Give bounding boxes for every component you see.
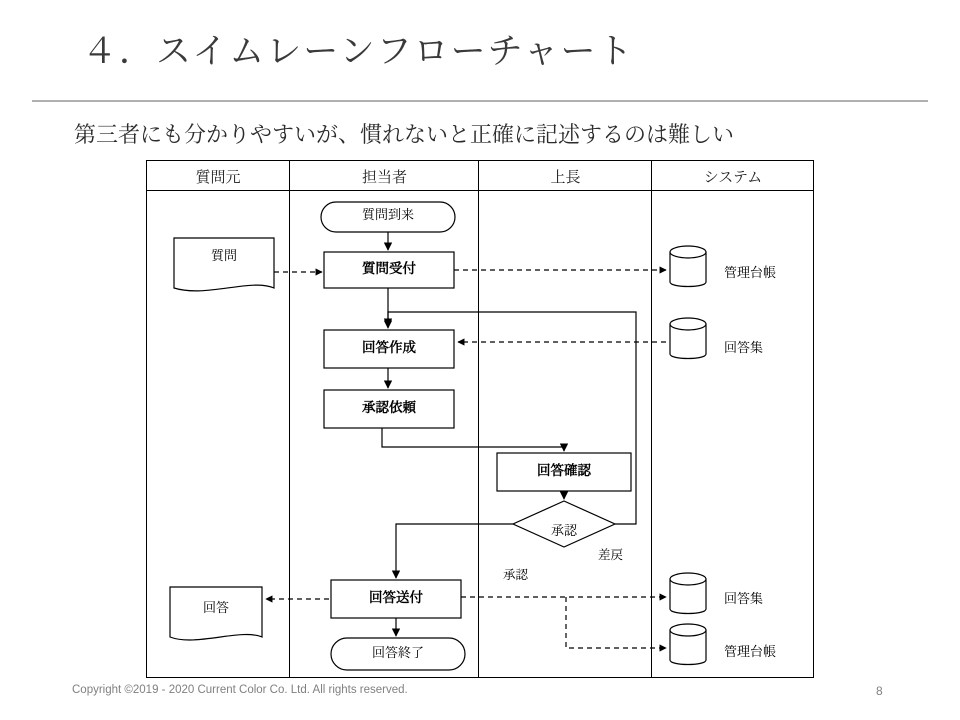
node-label-db-1: 管理台帳 (724, 265, 777, 280)
footer-page-number: 8 (876, 684, 883, 698)
slide-subtitle: 第三者にも分かりやすいが、慣れないと正確に記述するのは難しい (74, 122, 735, 147)
title-divider (32, 100, 928, 102)
edge-label-reject: 差戻 (598, 548, 624, 562)
node-label-question: 質問 (210, 248, 237, 263)
edge-decision-send (396, 524, 513, 578)
node-label-end: 回答終了 (371, 645, 424, 660)
node-db-4 (670, 624, 706, 665)
node-db-2 (670, 318, 706, 359)
node-db-1 (670, 246, 706, 287)
node-label-start: 質問到来 (361, 207, 414, 222)
node-label-decision: 承認 (550, 523, 577, 538)
node-question-doc (174, 238, 274, 291)
lane-header-1: 担当者 (361, 169, 407, 186)
node-label-check: 回答確認 (537, 463, 591, 478)
edge-label-approve: 承認 (503, 568, 529, 582)
node-label-make: 回答作成 (362, 340, 416, 355)
node-label-request: 承認依頼 (362, 400, 416, 415)
lane-header-3: システム (703, 169, 763, 186)
node-db-3 (670, 573, 706, 614)
edge-request-check (382, 428, 564, 451)
node-label-db-2: 回答集 (724, 340, 764, 355)
page-title: ４．スイムレーンフローチャート (82, 32, 635, 71)
node-label-answerdoc: 回答 (202, 600, 229, 615)
node-label-db-4: 管理台帳 (724, 644, 777, 659)
node-label-db-3: 回答集 (724, 591, 764, 606)
lane-header-2: 上長 (550, 169, 581, 186)
node-label-receive: 質問受付 (362, 261, 416, 276)
node-label-send: 回答送付 (369, 590, 423, 605)
lane-header-0: 質問元 (195, 169, 241, 186)
footer-copyright: Copyright ©2019 - 2020 Current Color Co. Ltd. All rights reserved. (72, 684, 408, 696)
